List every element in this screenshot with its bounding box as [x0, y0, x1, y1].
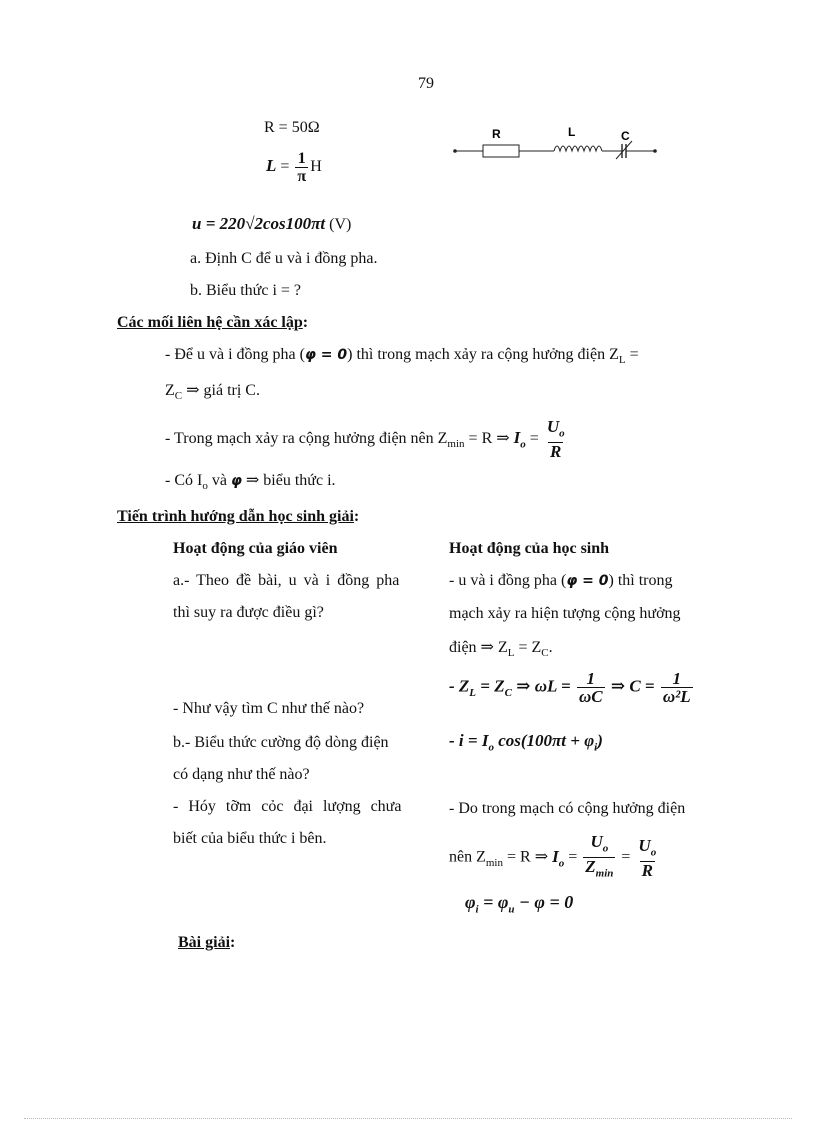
relations-item-3: - Có $I_o$ và φ ⇒ biểu thức i.: [165, 472, 336, 493]
rlc-circuit-diagram: [450, 125, 660, 165]
teacher-step-a-line2: thì suy ra được điều gì?: [173, 604, 324, 621]
column-header-teacher: Hoạt động của giáo viên: [173, 540, 338, 557]
circuit-label-r: R: [492, 127, 501, 141]
solution-heading: Bài giải:: [178, 934, 236, 951]
circuit-label-l: L: [568, 125, 576, 139]
given-inductance: L = $\frac{1}{\pi}$ H: [266, 150, 322, 185]
page-bottom-divider: [24, 1118, 792, 1119]
student-step-io-line1: - Do trong mạch có cộng hưởng điện: [449, 800, 686, 817]
teacher-step-b-line2: có dạng như thế nào?: [173, 766, 310, 783]
resistor-symbol: [483, 145, 519, 157]
column-header-student: Hoạt động của học sinh: [449, 540, 610, 557]
guide-heading: Tiến trình hướng dẫn học sinh giải:: [117, 508, 360, 525]
teacher-step-b-line1: b.- Biểu thức cường độ dòng điện: [173, 734, 389, 751]
circuit-label-c: C: [621, 129, 630, 143]
relations-heading: Các mối liên hệ cần xác lập:: [117, 314, 309, 331]
relations-item-2: - Trong mạch xảy ra cộng hưởng điện nên $Z_{min} = R$ ⇒ $I_o$ = $\frac{U_o}{R}$: [165, 417, 565, 462]
student-step-a-line3: điện ⇒ $Z_L = Z_C$.: [449, 639, 553, 660]
student-step-a-line2: mạch xảy ra hiện tượng cộng hưởng: [449, 605, 681, 622]
given-voltage: u = 220√2cos100πt (V): [192, 214, 352, 233]
relations-item-1: - Để u và i đồng pha (φ = 0) thì trong mạch xảy ra cộng hưởng điện $Z_L$ =: [165, 346, 639, 367]
teacher-step-unknowns-line1: - Hóy tỡm cỏc đại lượng chưa: [173, 798, 402, 815]
question-a: a. Định C để u và i đồng pha.: [190, 250, 378, 267]
student-formula-phase: $\varphi_i = \varphi_u - \varphi = 0$: [465, 892, 574, 916]
question-b: b. Biểu thức i = ?: [190, 282, 302, 299]
page-number: 79: [418, 75, 434, 92]
student-formula-capacitance: - $Z_L = Z_C$ ⇒ ωL = $\frac{1}{\omega C}$ ⇒ C = $\frac{1}{\text{ω²L}}$: [449, 669, 691, 706]
teacher-step-find-c: - Như vậy tìm C như thế nào?: [173, 700, 365, 717]
student-formula-current: - $i = I_o$ $\cos(100\pi t + \varphi_i)$: [449, 731, 603, 754]
given-resistance: R = 50Ω: [264, 119, 320, 136]
inductor-symbol: [554, 146, 602, 151]
student-step-io-line2: nên $Z_{min} = R$ ⇒ $I_o$ = $\frac{U_o}{Z_{min}}$ = $\frac{U_o}{R}$: [449, 833, 660, 883]
teacher-step-a-line1: a.- Theo đề bài, u và i đồng pha: [173, 572, 400, 589]
student-step-a-line1: - u và i đồng pha (φ = 0) thì trong: [449, 572, 673, 589]
relations-item-1-cont: $Z_C$ ⇒ giá trị C.: [165, 382, 260, 403]
teacher-step-unknowns-line2: biết của biểu thức i bên.: [173, 830, 327, 847]
